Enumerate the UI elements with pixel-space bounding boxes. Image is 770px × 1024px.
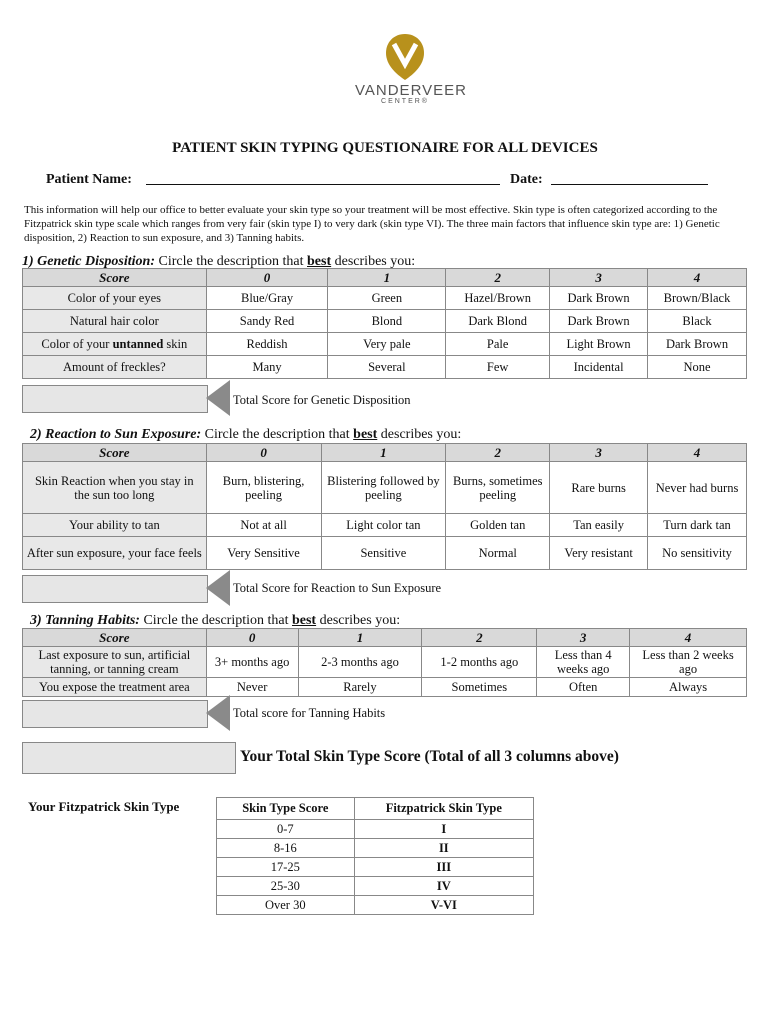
sun-exposure-total-label: Total Score for Reaction to Sun Exposure [233, 581, 442, 595]
score-0: 0 [206, 444, 321, 462]
score-header: Score [23, 629, 207, 647]
option-cell[interactable]: Blond [328, 310, 446, 333]
score-4: 4 [648, 269, 747, 287]
row-label: After sun exposure, your face feels [23, 537, 207, 570]
option-cell[interactable]: Tan easily [550, 514, 648, 537]
option-cell[interactable]: Dark Brown [648, 333, 747, 356]
option-cell[interactable]: Never had burns [648, 462, 747, 514]
skin-type: V-VI [354, 896, 533, 915]
table-row [217, 896, 534, 915]
score-range: 25-30 [217, 877, 355, 896]
table-row [217, 839, 534, 858]
option-cell[interactable]: Pale [446, 333, 550, 356]
option-cell[interactable]: Blue/Gray [206, 287, 328, 310]
tanning-total-input[interactable] [22, 700, 208, 728]
option-cell[interactable]: Rarely [298, 678, 422, 697]
tanning-total-label: Total score for Tanning Habits [233, 706, 386, 720]
option-cell[interactable]: Few [446, 356, 550, 379]
score-header: Score [23, 444, 207, 462]
option-cell[interactable]: Very Sensitive [206, 537, 321, 570]
logo-emblem-icon [386, 34, 424, 80]
score-1: 1 [298, 629, 422, 647]
genetic-total-label: Total Score for Genetic Disposition [233, 393, 411, 407]
score-3: 3 [550, 444, 648, 462]
score-range: Over 30 [217, 896, 355, 915]
skin-type: III [354, 858, 533, 877]
row-label: Amount of freckles? [23, 356, 207, 379]
table-row [23, 287, 747, 310]
arrow-left-icon [206, 380, 230, 416]
option-cell[interactable]: Normal [446, 537, 550, 570]
sun-exposure-table [22, 443, 747, 570]
score-range: 17-25 [217, 858, 355, 877]
table-row [217, 858, 534, 877]
table-row [23, 462, 747, 514]
option-cell[interactable]: Burn, blistering, peeling [206, 462, 321, 514]
option-cell[interactable]: Brown/Black [648, 287, 747, 310]
date-field[interactable] [551, 184, 708, 185]
option-cell[interactable]: Sometimes [422, 678, 537, 697]
option-cell[interactable]: Many [206, 356, 328, 379]
option-cell[interactable]: Less than 4 weeks ago [537, 647, 630, 678]
score-header: Score [23, 269, 207, 287]
option-cell[interactable]: Several [328, 356, 446, 379]
table-row [23, 678, 747, 697]
score-0: 0 [206, 629, 298, 647]
row-label: Skin Reaction when you stay in the sun too long [23, 462, 207, 514]
fitzpatrick-label: Your Fitzpatrick Skin Type [28, 799, 180, 814]
skin-type: I [354, 820, 533, 839]
option-cell[interactable]: Sandy Red [206, 310, 328, 333]
row-label: Natural hair color [23, 310, 207, 333]
table-row [23, 356, 747, 379]
header-fitzpatrick-type: Fitzpatrick Skin Type [354, 798, 533, 820]
score-1: 1 [321, 444, 446, 462]
table-row [23, 647, 747, 678]
score-2: 2 [422, 629, 537, 647]
option-cell[interactable]: No sensitivity [648, 537, 747, 570]
option-cell[interactable]: 1-2 months ago [422, 647, 537, 678]
row-label: Your ability to tan [23, 514, 207, 537]
option-cell[interactable]: Golden tan [446, 514, 550, 537]
grand-total-input[interactable] [22, 742, 236, 774]
page-title: PATIENT SKIN TYPING QUESTIONAIRE FOR ALL DEVICES [172, 140, 598, 156]
fitzpatrick-table [216, 797, 534, 915]
table-row [217, 877, 534, 896]
sun-exposure-total-input[interactable] [22, 575, 208, 603]
arrow-left-icon [206, 570, 230, 606]
score-2: 2 [446, 444, 550, 462]
score-0: 0 [206, 269, 328, 287]
grand-total-label: Your Total Skin Type Score (Total of all 3 columns above) [240, 748, 619, 765]
option-cell[interactable]: None [648, 356, 747, 379]
option-cell[interactable]: Often [537, 678, 630, 697]
logo-name: VANDERVEER [355, 82, 467, 99]
section1-heading: 1) Genetic Disposition: Circle the description that best describes you: [22, 254, 416, 269]
table-row [23, 537, 747, 570]
option-cell[interactable]: Green [328, 287, 446, 310]
option-cell[interactable]: Light color tan [321, 514, 446, 537]
option-cell[interactable]: Incidental [550, 356, 648, 379]
option-cell[interactable]: Dark Blond [446, 310, 550, 333]
score-3: 3 [537, 629, 630, 647]
patient-name-field[interactable] [146, 184, 500, 185]
option-cell[interactable]: Rare burns [550, 462, 648, 514]
section3-heading: 3) Tanning Habits: Circle the description that best describes you: [30, 613, 401, 628]
score-1: 1 [328, 269, 446, 287]
section2-heading: 2) Reaction to Sun Exposure: Circle the description that best describes you: [30, 427, 462, 442]
genetic-total-input[interactable] [22, 385, 208, 413]
option-cell[interactable]: Blistering followed by peeling [321, 462, 446, 514]
option-cell[interactable]: Sensitive [321, 537, 446, 570]
option-cell[interactable]: Never [206, 678, 298, 697]
option-cell[interactable]: 2-3 months ago [298, 647, 422, 678]
row-label: Color of your untanned skin [23, 333, 207, 356]
row-label: Last exposure to sun, artificial tanning, or tanning cream [23, 647, 207, 678]
option-cell[interactable]: Hazel/Brown [446, 287, 550, 310]
skin-type: IV [354, 877, 533, 896]
score-3: 3 [550, 269, 648, 287]
patient-name-label: Patient Name: [46, 172, 132, 187]
table-row [217, 798, 534, 820]
arrow-left-icon [206, 695, 230, 731]
score-range: 8-16 [217, 839, 355, 858]
intro-text: This information will help our office to better evaluate your skin type so your treatment will be most effective. Skin type is often categorized according to the Fitzpatrick skin type scale which ranges from very fair (skin type I) to very dark (skin type VI). The three main factors that influence skin type are: 1) Genetic disposition, 2) Reaction to sun exposure, and 3) Tanning habits. [24, 204, 720, 244]
option-cell[interactable]: Very pale [328, 333, 446, 356]
score-range: 0-7 [217, 820, 355, 839]
option-cell[interactable]: Turn dark tan [648, 514, 747, 537]
option-cell[interactable]: Less than 2 weeks ago [630, 647, 747, 678]
table-row [23, 310, 747, 333]
skin-type: II [354, 839, 533, 858]
option-cell[interactable]: Dark Brown [550, 287, 648, 310]
option-cell[interactable]: Very resistant [550, 537, 648, 570]
table-row [23, 333, 747, 356]
option-cell[interactable]: Reddish [206, 333, 328, 356]
option-cell[interactable]: Dark Brown [550, 310, 648, 333]
genetic-disposition-table [22, 268, 747, 379]
option-cell[interactable]: Burns, sometimes peeling [446, 462, 550, 514]
option-cell[interactable]: Always [630, 678, 747, 697]
score-2: 2 [446, 269, 550, 287]
table-row [217, 820, 534, 839]
score-4: 4 [630, 629, 747, 647]
option-cell[interactable]: Not at all [206, 514, 321, 537]
option-cell[interactable]: 3+ months ago [206, 647, 298, 678]
row-label: You expose the treatment area [23, 678, 207, 697]
tanning-habits-table [22, 628, 747, 697]
vanderveer-logo [355, 34, 467, 105]
logo-sub: CENTER® [381, 98, 429, 105]
table-row [23, 514, 747, 537]
option-cell[interactable]: Black [648, 310, 747, 333]
score-4: 4 [648, 444, 747, 462]
row-label: Color of your eyes [23, 287, 207, 310]
date-label: Date: [510, 172, 543, 187]
option-cell[interactable]: Light Brown [550, 333, 648, 356]
header-skin-type-score: Skin Type Score [217, 798, 355, 820]
